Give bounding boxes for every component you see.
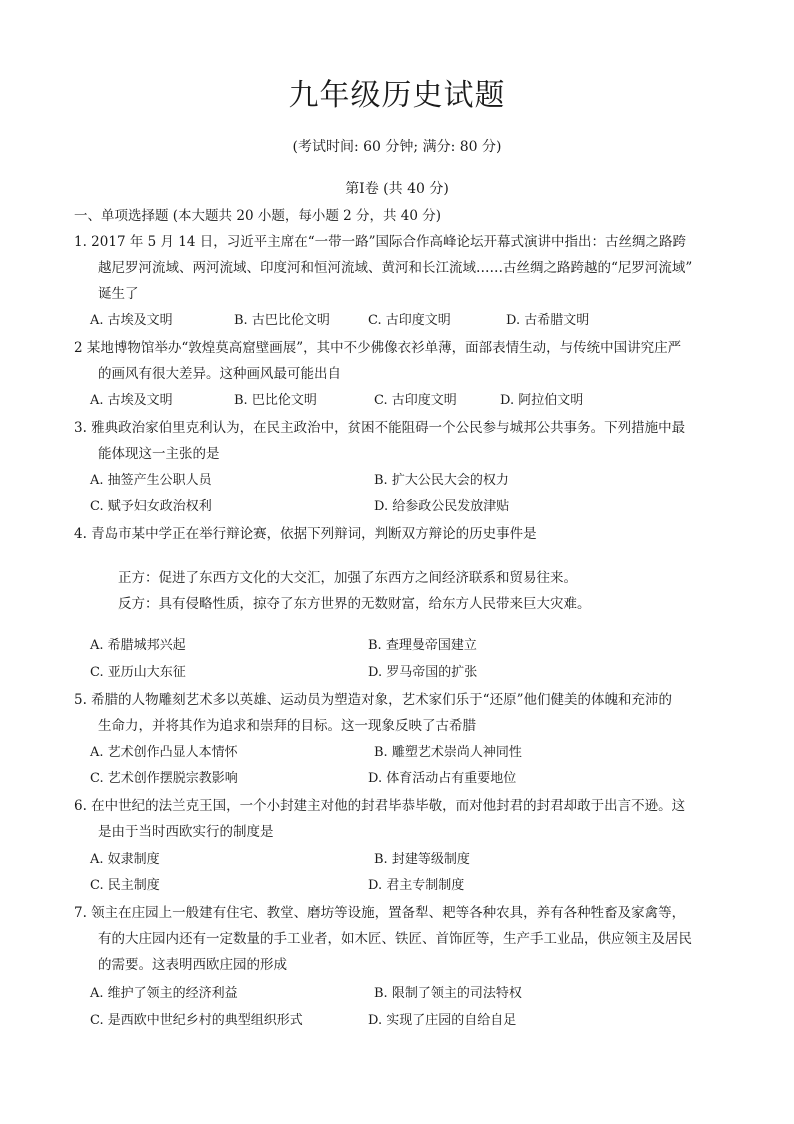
question-stem-line: 3. 雅典政治家伯里克利认为，在民主政治中，贫困不能阻碍一个公民参与城邦公共事务。下列措施中最 [74, 420, 686, 436]
question-stem-line: 能体现这一主张的是 [98, 446, 220, 462]
option-a: A. 抽签产生公职人员 [90, 473, 212, 488]
option-b: B. 巴比伦文明 [234, 393, 317, 408]
option-c: C. 亚历山大东征 [90, 665, 186, 680]
option-a: A. 奴隶制度 [90, 852, 160, 867]
option-a: A. 古埃及文明 [90, 393, 173, 408]
option-d: D. 君主专制制度 [368, 878, 465, 893]
debate-quote-pro: 正方：促进了东西方文化的大交汇，加强了东西方之间经济联系和贸易往来。 [118, 570, 577, 586]
option-d: D. 体育活动占有重要地位 [368, 771, 517, 786]
option-d: D. 古希腊文明 [506, 313, 590, 328]
option-a: A. 希腊城邦兴起 [90, 638, 186, 653]
option-a: A. 古埃及文明 [90, 313, 173, 328]
question-stem-line: 是由于当时西欧实行的制度是 [98, 824, 274, 840]
option-b: B. 古巴比伦文明 [234, 313, 330, 328]
question-stem-line: 有的大庄园内还有一定数量的手工业者，如木匠、铁匠、首饰匠等，生产手工业品，供应领主及居民 [98, 931, 692, 947]
question-stem-line: 1. 2017 年 5 月 14 日，习近平主席在“一带一路”国际合作高峰论坛开幕式演讲中指出：古丝绸之路跨 [74, 234, 687, 250]
option-c: C. 古印度文明 [374, 393, 457, 408]
option-d: D. 阿拉伯文明 [500, 393, 584, 408]
option-b: B. 雕塑艺术崇尚人神同性 [374, 745, 522, 760]
option-b: B. 限制了领主的司法特权 [374, 986, 522, 1001]
option-c: C. 是西欧中世纪乡村的典型组织形式 [90, 1013, 303, 1028]
option-b: B. 封建等级制度 [374, 852, 470, 867]
question-stem-line: 7. 领主在庄园上一般建有住宅、教堂、磨坊等设施，置备犁、耙等各种农具，养有各种牲畜及家禽等， [74, 905, 686, 921]
page-title: 九年级历史试题 [288, 78, 506, 113]
option-d: D. 罗马帝国的扩张 [368, 665, 478, 680]
question-stem-line: 2 某地博物馆举办“敦煌莫高窟壁画展”，其中不少佛像衣衫单薄，面部表情生动，与传统中国讲究庄严 [74, 340, 682, 356]
option-a: A. 艺术创作凸显人本情怀 [90, 745, 238, 760]
exam-info: (考试时间: 60 分钟; 满分: 80 分) [292, 139, 502, 155]
option-c: C. 古印度文明 [368, 313, 451, 328]
option-c: C. 赋予妇女政治权利 [90, 499, 212, 514]
question-stem-line: 越尼罗河流域、两河流域、印度河和恒河流域、黄河和长江流域……古丝绸之路跨越的“尼罗河流域” [98, 260, 693, 276]
option-c: C. 民主制度 [90, 878, 160, 893]
option-d: D. 实现了庄园的自给自足 [368, 1013, 517, 1028]
question-stem-line: 的画风有很大差异。这种画风最可能出自 [98, 366, 341, 382]
question-stem-line: 4. 青岛市某中学正在举行辩论赛，依据下列辩词，判断双方辩论的历史事件是 [74, 526, 537, 542]
question-stem-line: 6. 在中世纪的法兰克王国，一个小封建主对他的封君毕恭毕敬，而对他封君的封君却敢于出言不逊。这 [74, 798, 686, 814]
question-stem-line: 生命力，并将其作为追求和崇拜的目标。这一现象反映了古希腊 [98, 718, 476, 734]
question-stem-line: 诞生了 [98, 286, 139, 302]
option-d: D. 给参政公民发放津贴 [374, 499, 510, 514]
option-c: C. 艺术创作摆脱宗教影响 [90, 771, 238, 786]
debate-quote-con: 反方：具有侵略性质，掠夺了东方世界的无数财富，给东方人民带来巨大灾难。 [118, 596, 591, 612]
option-a: A. 维护了领主的经济利益 [90, 986, 238, 1001]
option-b: B. 查理曼帝国建立 [368, 638, 477, 653]
question-stem-line: 5. 希腊的人物雕刻艺术多以英雄、运动员为塑造对象，艺术家们乐于“还原”他们健美的体魄和充沛的 [74, 692, 672, 708]
section-heading: 一、单项选择题 (本大题共 20 小题，每小题 2 分，共 40 分) [74, 208, 442, 224]
question-stem-line: 的需要。这表明西欧庄园的形成 [98, 957, 287, 973]
option-b: B. 扩大公民大会的权力 [374, 473, 509, 488]
volume-heading: 第Ⅰ卷 (共 40 分) [345, 181, 449, 197]
